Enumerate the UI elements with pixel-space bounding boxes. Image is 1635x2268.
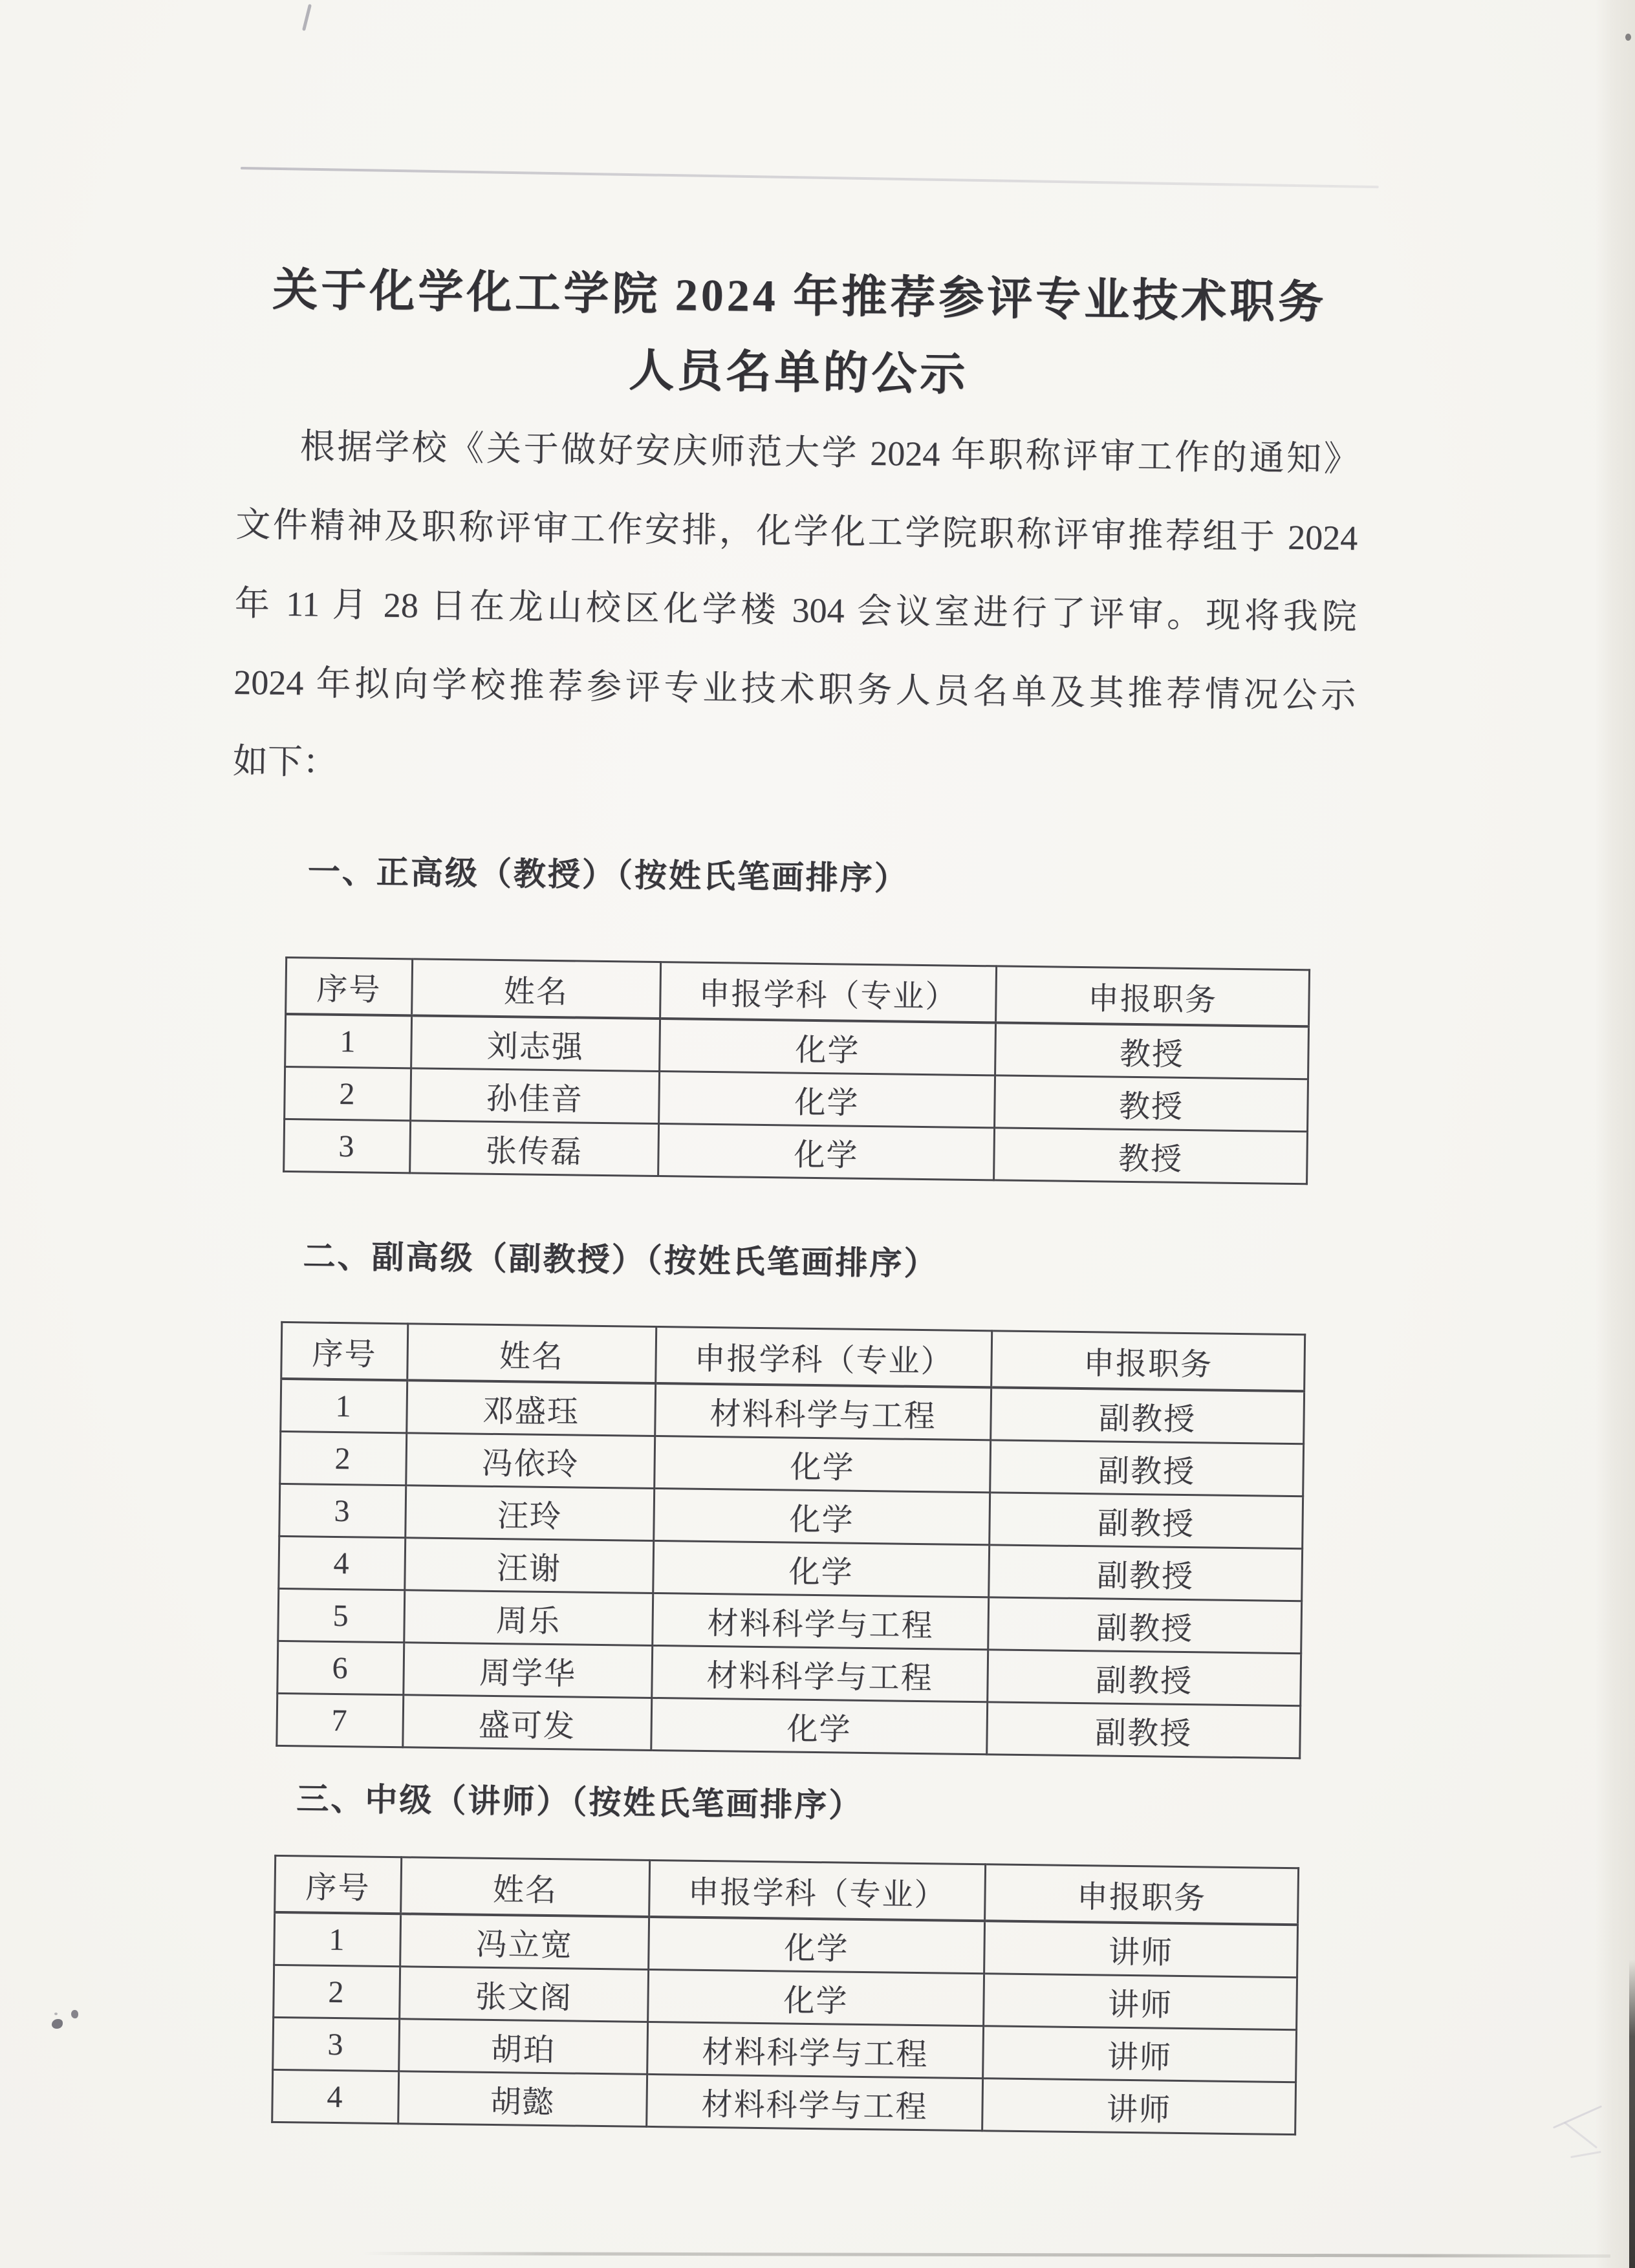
cell-position: 讲师 xyxy=(984,1921,1297,1977)
cell-name: 周乐 xyxy=(404,1590,653,1646)
cell-name: 汪玲 xyxy=(405,1485,654,1541)
cell-position: 讲师 xyxy=(982,2026,1296,2082)
header-cell-name: 姓名 xyxy=(400,1857,649,1917)
cell-index: 2 xyxy=(274,1965,400,2018)
header-cell-index: 序号 xyxy=(286,957,413,1015)
cell-name: 汪谢 xyxy=(404,1538,653,1593)
cell-index: 3 xyxy=(279,1484,406,1537)
cell-name: 胡珀 xyxy=(398,2019,647,2075)
scan-ink-dot-top-right xyxy=(1625,34,1631,41)
cell-discipline: 材料科学与工程 xyxy=(647,2074,983,2130)
cell-index: 7 xyxy=(277,1693,404,1747)
header-cell-position: 申报职务 xyxy=(995,966,1309,1026)
cell-discipline: 化学 xyxy=(651,1698,988,1754)
header-cell-discipline: 申报学科（专业） xyxy=(656,1327,992,1388)
scan-page-edge-tint xyxy=(1595,0,1635,2268)
cell-position: 副教授 xyxy=(989,1545,1303,1601)
cell-name: 周学华 xyxy=(403,1643,652,1698)
scan-ink-dot xyxy=(52,2019,63,2029)
cell-position: 教授 xyxy=(993,1128,1307,1184)
document-title-line-2: 人员名单的公示 xyxy=(628,346,969,400)
cell-index: 3 xyxy=(273,2017,400,2071)
cell-position: 副教授 xyxy=(990,1440,1304,1496)
section-heading-lecturer: 三、中级（讲师）（按姓氏笔画排序） xyxy=(296,1780,863,1824)
paragraph-line: 年 11 月 28 日在龙山校区化学楼 304 会议室进行了评审。现将我院 xyxy=(234,583,1358,637)
cell-index: 2 xyxy=(285,1066,411,1120)
scan-bottom-edge-shadow xyxy=(362,2252,1610,2258)
cell-index: 1 xyxy=(281,1379,407,1433)
scan-scribble xyxy=(1553,2105,1602,2128)
cell-index: 5 xyxy=(278,1588,405,1642)
cell-index: 6 xyxy=(277,1641,404,1694)
cell-discipline: 化学 xyxy=(653,1540,990,1597)
header-cell-position: 申报职务 xyxy=(991,1331,1305,1391)
cell-index: 4 xyxy=(272,2069,399,2123)
cell-position: 副教授 xyxy=(990,1493,1303,1549)
scan-scribble xyxy=(1564,2122,1597,2149)
paragraph-line: 文件精神及职称评审工作安排，化学化工学院职称评审推荐组于 2024 xyxy=(235,504,1358,558)
scan-ink-dot xyxy=(71,2010,78,2018)
paragraph-line: 根据学校《关于做好安庆师范大学 2024 年职称评审工作的通知》 xyxy=(299,427,1359,479)
paragraph-line: 2024 年拟向学校推荐参评专业技术职务人员名单及其推荐情况公示 xyxy=(233,662,1356,716)
cell-name: 刘志强 xyxy=(411,1015,660,1071)
cell-position: 副教授 xyxy=(988,1597,1302,1654)
cell-name: 胡懿 xyxy=(398,2071,647,2127)
document-content xyxy=(216,226,1361,2136)
cell-name: 冯立宽 xyxy=(400,1914,649,1969)
cell-discipline: 化学 xyxy=(655,1436,991,1492)
cell-index: 4 xyxy=(279,1536,406,1590)
cell-position: 教授 xyxy=(995,1022,1308,1079)
header-cell-index: 序号 xyxy=(281,1322,408,1380)
cell-discipline: 材料科学与工程 xyxy=(653,1593,989,1649)
cell-position: 副教授 xyxy=(991,1387,1305,1443)
header-cell-name: 姓名 xyxy=(407,1324,656,1383)
paragraph-line: 如下： xyxy=(232,741,338,782)
document-title-line-1: 关于化学化工学院 2024 年推荐参评专业技术职务 xyxy=(272,265,1327,329)
table-senior-professor xyxy=(283,956,1310,1185)
header-cell-index: 序号 xyxy=(275,1855,402,1914)
cell-name: 冯依玲 xyxy=(406,1433,655,1489)
cell-discipline: 化学 xyxy=(658,1124,995,1180)
cell-discipline: 材料科学与工程 xyxy=(652,1645,988,1701)
cell-name: 孙佳音 xyxy=(410,1068,659,1124)
scan-ink-dot xyxy=(54,2013,58,2015)
cell-discipline: 化学 xyxy=(659,1072,995,1128)
cell-discipline: 化学 xyxy=(660,1019,996,1075)
document-title xyxy=(237,252,1361,418)
cell-index: 1 xyxy=(285,1014,412,1068)
table-lecturer xyxy=(271,1855,1299,2135)
header-cell-discipline: 申报学科（专业） xyxy=(649,1860,986,1921)
cell-name: 盛可发 xyxy=(402,1695,651,1751)
cell-position: 副教授 xyxy=(987,1702,1301,1758)
cell-discipline: 材料科学与工程 xyxy=(655,1383,991,1440)
cell-position: 讲师 xyxy=(982,2079,1296,2135)
section-heading-senior: 一、正高级（教授）（按姓氏笔画排序） xyxy=(307,853,909,897)
header-cell-discipline: 申报学科（专业） xyxy=(660,962,997,1023)
header-cell-position: 申报职务 xyxy=(984,1864,1298,1925)
header-cell-name: 姓名 xyxy=(411,959,660,1019)
cell-index: 3 xyxy=(284,1119,411,1172)
scan-shadow-line xyxy=(241,167,1379,188)
cell-discipline: 化学 xyxy=(648,1969,984,2025)
cell-position: 副教授 xyxy=(988,1650,1301,1706)
section-heading-associate: 二、副高级（副教授）（按姓氏笔画排序） xyxy=(303,1238,938,1282)
body-paragraph xyxy=(232,406,1359,814)
scan-pen-mark xyxy=(302,4,312,31)
cell-index: 2 xyxy=(280,1431,407,1485)
cell-discipline: 材料科学与工程 xyxy=(647,2022,984,2078)
table-associate-professor xyxy=(276,1321,1306,1759)
cell-name: 张传磊 xyxy=(409,1121,658,1176)
cell-index: 1 xyxy=(274,1912,401,1967)
cell-discipline: 化学 xyxy=(654,1488,990,1544)
cell-position: 讲师 xyxy=(983,1974,1297,2030)
cell-name: 张文阁 xyxy=(399,1967,648,2022)
cell-discipline: 化学 xyxy=(649,1917,985,1974)
scan-page-edge-dark xyxy=(1629,1960,1635,2268)
cell-position: 教授 xyxy=(994,1075,1308,1132)
scan-scribble xyxy=(1570,2151,1601,2158)
cell-name: 邓盛珏 xyxy=(406,1380,655,1436)
